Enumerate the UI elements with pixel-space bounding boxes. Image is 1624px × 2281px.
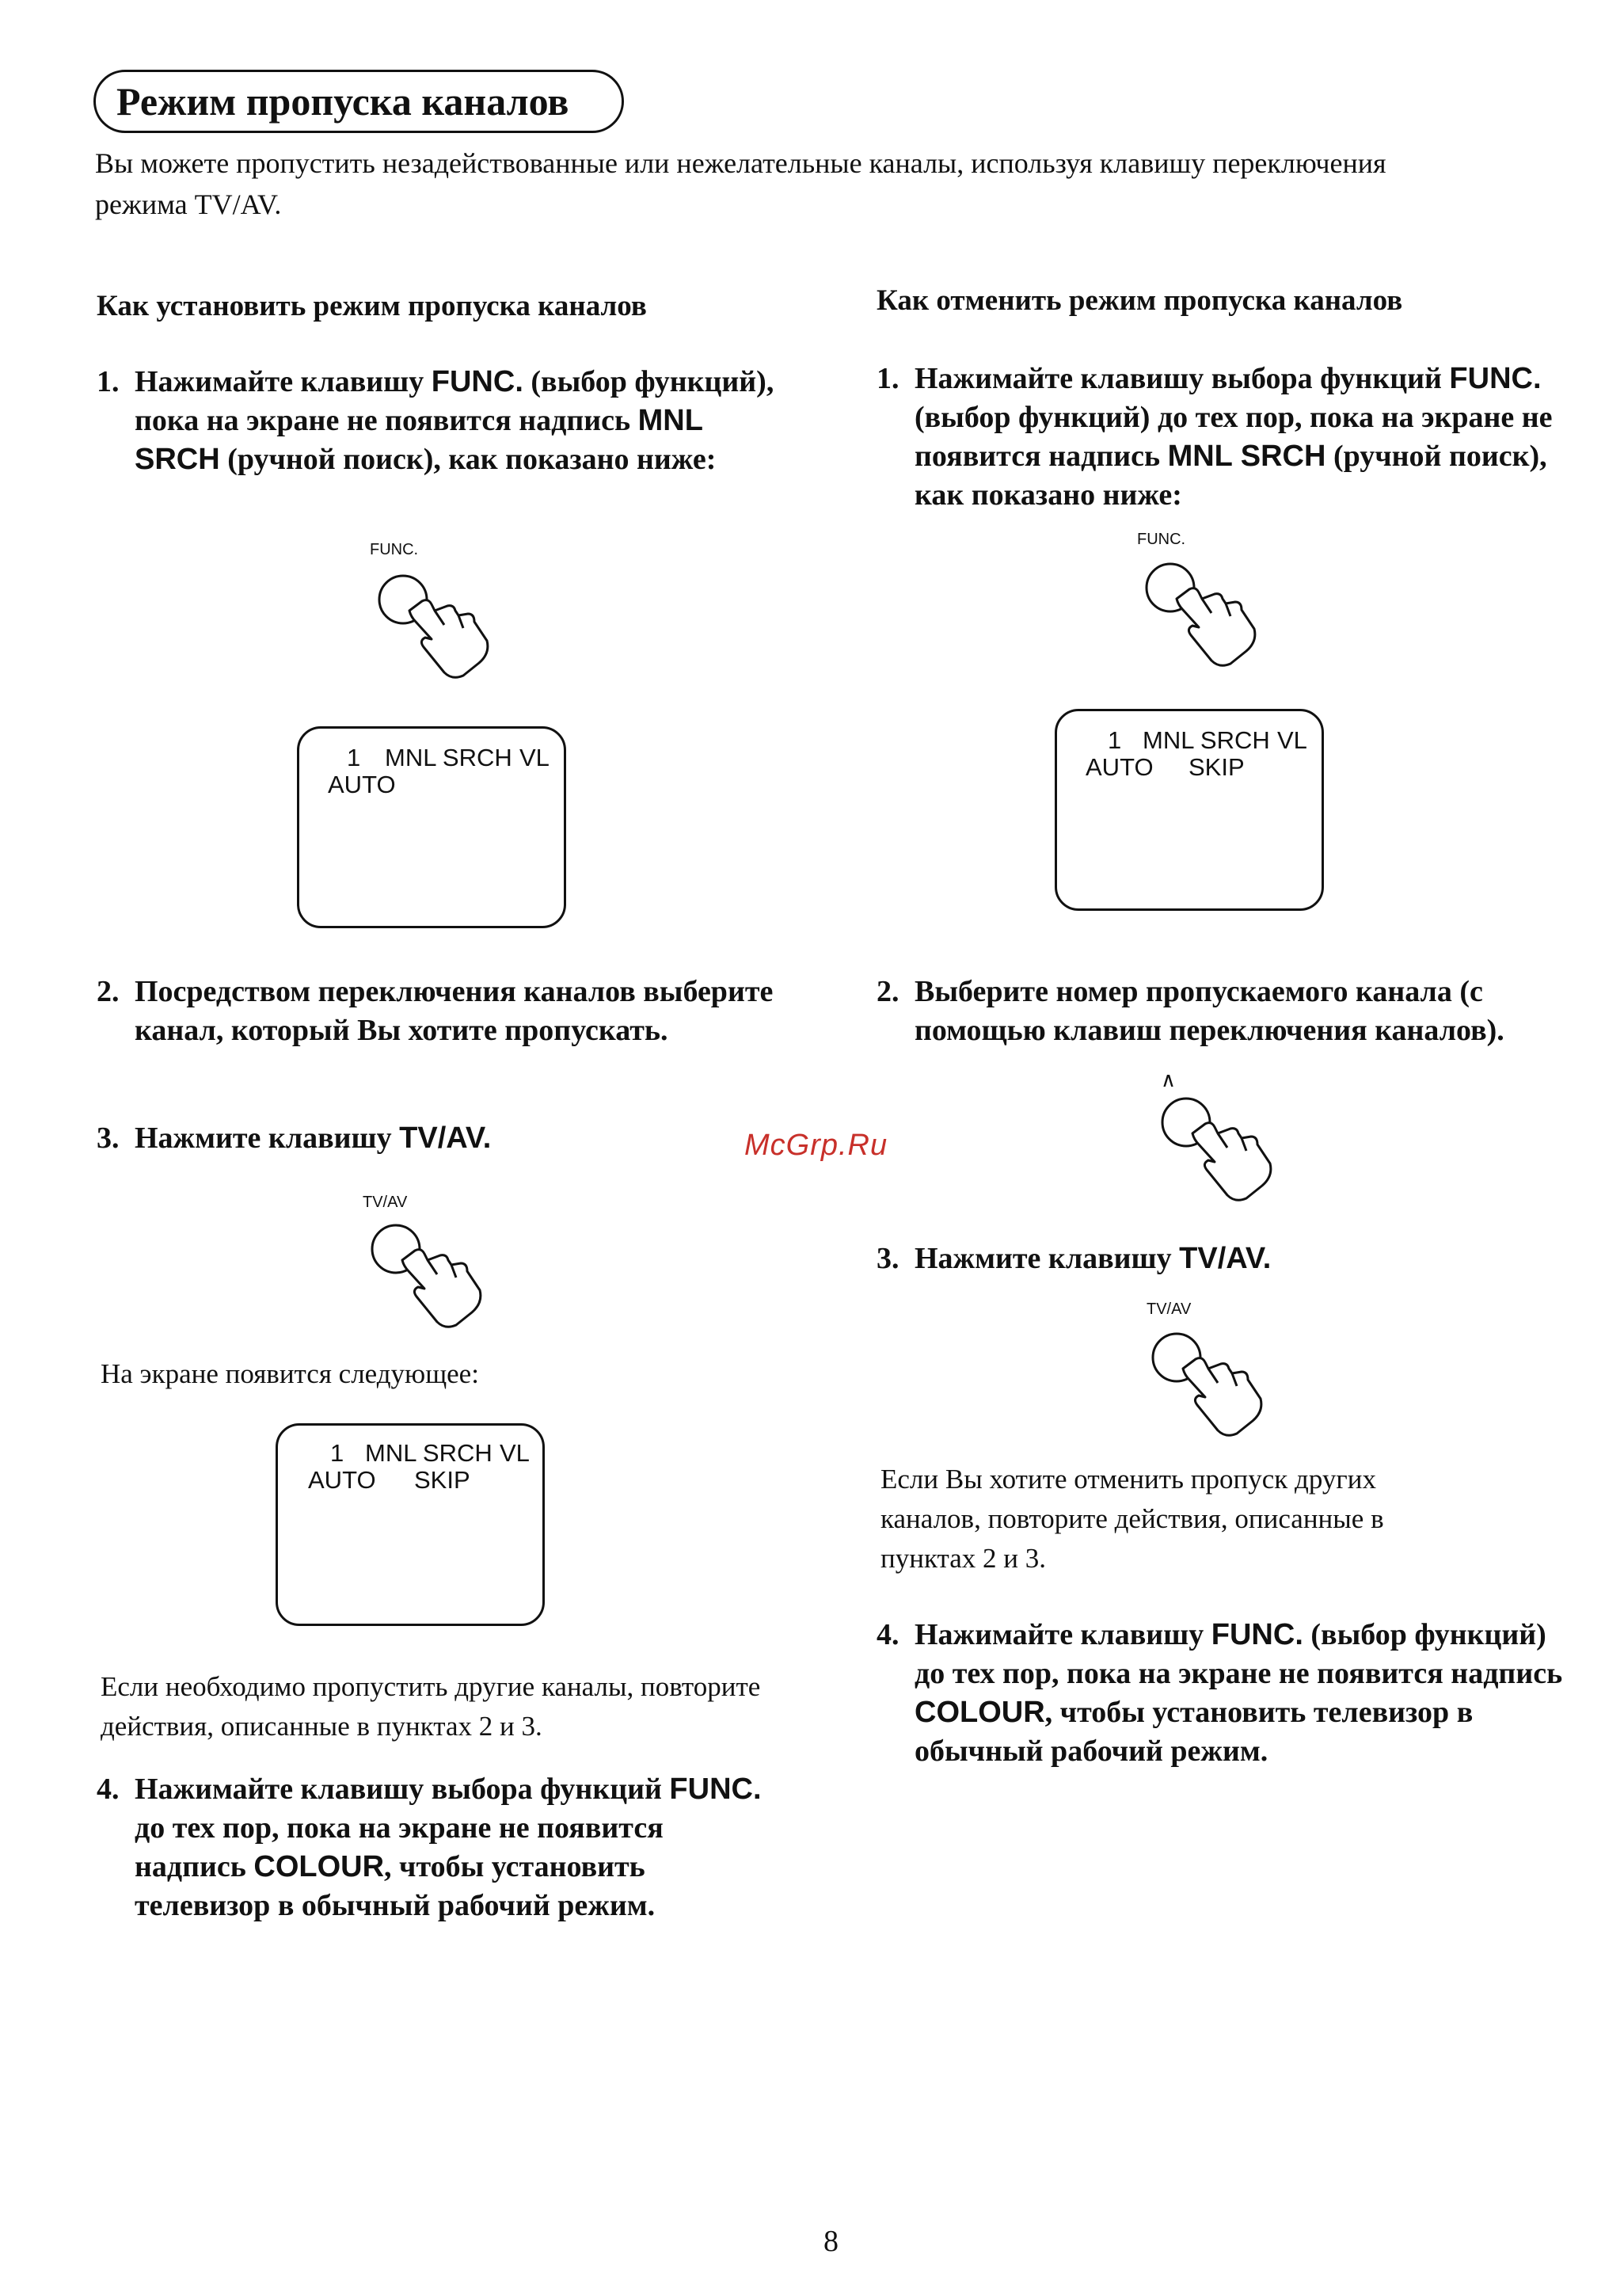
right-heading: Как отменить режим пропуска каналов bbox=[877, 284, 1403, 317]
right-step-2: 2. Выберите номер пропускаемого канала (с помощью клавиш переключения каналов). bbox=[877, 975, 1504, 1047]
left-step-2: 2. Посредством переключения каналов выберите канал, который Вы хотите пропускать. bbox=[97, 975, 774, 1047]
left-repeat-note: Если необходимо пропустить другие каналы, повторите действия, описанные в пунктах 2 и 3. bbox=[101, 1671, 761, 1742]
screen-volume: VL bbox=[1277, 726, 1307, 754]
screen-channel: 1 bbox=[1108, 726, 1122, 754]
press-button-icon bbox=[361, 1216, 496, 1335]
step-number: 1. bbox=[97, 365, 120, 398]
press-button-icon bbox=[368, 566, 503, 685]
channel-up-label: ∧ bbox=[1161, 1068, 1177, 1091]
screen-skip: SKIP bbox=[414, 1466, 470, 1494]
left-step-4: 4. Нажимайте клавишу выбора функций FUNC. до тех пор, пока на экране не появится надпись COLOUR, чтобы установить телевизор в обычный рабочий режим. bbox=[97, 1773, 762, 1922]
right-repeat-note: Если Вы хотите отменить пропуск других каналов, повторите действия, описанные в пунктах 2 и 3. bbox=[880, 1464, 1384, 1574]
screen-mode: MNL SRCH bbox=[365, 1439, 493, 1467]
func-button-label: FUNC. bbox=[370, 541, 419, 558]
screen-auto: AUTO bbox=[1086, 753, 1154, 781]
intro-paragraph: Вы можете пропустить незадействованные или нежелательные каналы, используя клавишу переключения режима TV/AV. bbox=[95, 147, 1386, 220]
page-title: Режим пропуска каналов bbox=[116, 79, 569, 124]
func-button-label: FUNC. bbox=[1137, 531, 1186, 548]
screen-auto: AUTO bbox=[308, 1466, 376, 1494]
right-step-1: 1. Нажимайте клавишу выбора функций FUNC. (выбор функций) до тех пор, пока на экране не появится надпись MNL SRCH (ручной поиск), как показано ниже: bbox=[877, 362, 1553, 512]
screen-channel: 1 bbox=[347, 744, 361, 771]
press-button-icon bbox=[1151, 1089, 1286, 1208]
screen-volume: VL bbox=[519, 744, 550, 771]
screen-skip: SKIP bbox=[1189, 753, 1245, 781]
right-step-3: 3. Нажмите клавишу TV/AV. bbox=[877, 1242, 1272, 1275]
tv-screen-display bbox=[276, 1423, 545, 1626]
screen-mode: MNL SRCH bbox=[385, 744, 512, 771]
screen-mode: MNL SRCH bbox=[1143, 726, 1270, 754]
tvav-button-label: TV/AV bbox=[1147, 1300, 1192, 1318]
right-step-4: 4. Нажимайте клавишу FUNC. (выбор функций) до тех пор, пока на экране не появится надпись COLOUR, чтобы установить телевизор в обычный рабочий режим. bbox=[877, 1618, 1563, 1768]
page-number: 8 bbox=[823, 2225, 839, 2258]
watermark: McGrp.Ru bbox=[744, 1129, 888, 1162]
tv-screen-display bbox=[297, 726, 566, 928]
press-button-icon bbox=[1142, 1324, 1276, 1443]
left-step-3: 3. Нажмите клавишу TV/AV. bbox=[97, 1121, 492, 1155]
screen-volume: VL bbox=[500, 1439, 530, 1467]
press-button-icon bbox=[1135, 554, 1270, 673]
tv-screen-display bbox=[1055, 709, 1324, 911]
left-step-1: 1. Нажимайте клавишу FUNC. (выбор функций), пока на экране не появится надпись MNL SRCH (ручной поиск), как показано ниже: bbox=[97, 363, 778, 479]
screen-auto: AUTO bbox=[328, 771, 396, 798]
left-heading: Как установить режим пропуска каналов bbox=[97, 290, 647, 322]
page-title-box bbox=[93, 70, 624, 133]
screen-channel: 1 bbox=[330, 1439, 344, 1467]
screen-caption: На экране появится следующее: bbox=[101, 1358, 479, 1389]
tvav-button-label: TV/AV bbox=[363, 1194, 408, 1211]
